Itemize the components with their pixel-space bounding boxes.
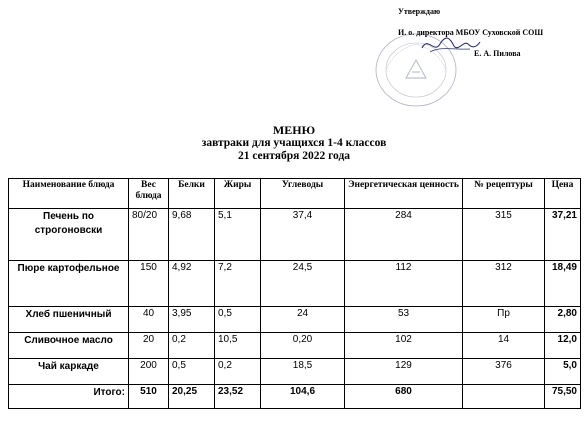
dish-weight: 150: [129, 261, 169, 307]
approval-title: Утверждаю: [398, 7, 441, 16]
dish-name: Пюре картофельное: [9, 261, 129, 307]
total-carbs: 104,6: [261, 385, 345, 409]
dish-carbs: 18,5: [261, 359, 345, 385]
dish-weight: 40: [129, 307, 169, 333]
dish-weight: 20: [129, 333, 169, 359]
dish-recipe: 376: [463, 359, 545, 385]
total-fat: 23,52: [215, 385, 261, 409]
total-energy: 680: [345, 385, 463, 409]
total-label: Итого:: [9, 385, 129, 409]
dish-carbs: 37,4: [261, 209, 345, 261]
dish-protein: 0,2: [169, 333, 215, 359]
header-carbs: Углеводы: [261, 179, 345, 209]
dish-protein: 9,68: [169, 209, 215, 261]
dish-price: 12,0: [545, 333, 581, 359]
dish-fat: 0,2: [215, 359, 261, 385]
table-row: [9, 359, 581, 385]
dish-price: 5,0: [545, 359, 581, 385]
dish-price: 37,21: [545, 209, 581, 261]
dish-protein: 0,5: [169, 359, 215, 385]
dish-energy: 102: [345, 333, 463, 359]
header-protein: Белки: [169, 179, 215, 209]
dish-energy: 112: [345, 261, 463, 307]
dish-recipe: Пр: [463, 307, 545, 333]
dish-weight: 80/20: [129, 209, 169, 261]
total-price: 75,50: [545, 385, 581, 409]
menu-date: 21 сентября 2022 года: [237, 150, 351, 162]
dish-recipe: 312: [463, 261, 545, 307]
dish-fat: 10,5: [215, 333, 261, 359]
total-recipe: [463, 385, 545, 409]
dish-name: Сливочное масло: [9, 333, 129, 359]
dish-name: Хлеб пшеничный: [9, 307, 129, 333]
dish-energy: 284: [345, 209, 463, 261]
dish-name: Печень по строгоновски: [9, 209, 129, 261]
table-row: [9, 261, 581, 307]
dish-weight: 200: [129, 359, 169, 385]
dish-fat: 0,5: [215, 307, 261, 333]
header-name: Наименование блюда: [9, 179, 129, 209]
dish-recipe: 14: [463, 333, 545, 359]
approval-position: И. о. директора МБОУ Суховской СОШ: [398, 28, 544, 37]
table-total-row: [9, 385, 581, 409]
total-weight: 510: [129, 385, 169, 409]
dish-energy: 129: [345, 359, 463, 385]
dish-name: Чай каркаде: [9, 359, 129, 385]
header-recipe: № рецептуры: [463, 179, 545, 209]
page-subtitle: завтраки для учащихся 1-4 классов: [201, 137, 387, 149]
header-fat: Жиры: [215, 179, 261, 209]
approval-signer: Е. А. Пилова: [474, 49, 521, 58]
menu-table: [8, 178, 581, 409]
dish-fat: 5,1: [215, 209, 261, 261]
dish-fat: 7,2: [215, 261, 261, 307]
dish-carbs: 24,5: [261, 261, 345, 307]
dish-protein: 4,92: [169, 261, 215, 307]
header-energy: Энергетическая ценность: [345, 179, 463, 209]
table-row: [9, 307, 581, 333]
page-title: МЕНЮ: [272, 123, 316, 137]
total-protein: 20,25: [169, 385, 215, 409]
menu-heading: [0, 124, 588, 163]
dish-carbs: 24: [261, 307, 345, 333]
dish-recipe: 315: [463, 209, 545, 261]
table-row: [9, 333, 581, 359]
header-weight: Вес блюда: [129, 179, 169, 209]
dish-energy: 53: [345, 307, 463, 333]
dish-price: 18,49: [545, 261, 581, 307]
dish-protein: 3,95: [169, 307, 215, 333]
dish-carbs: 0,20: [261, 333, 345, 359]
table-row: [9, 209, 581, 261]
dish-price: 2,80: [545, 307, 581, 333]
approval-block: [398, 6, 588, 108]
header-price: Цена: [545, 179, 581, 209]
table-header-row: [9, 179, 581, 209]
